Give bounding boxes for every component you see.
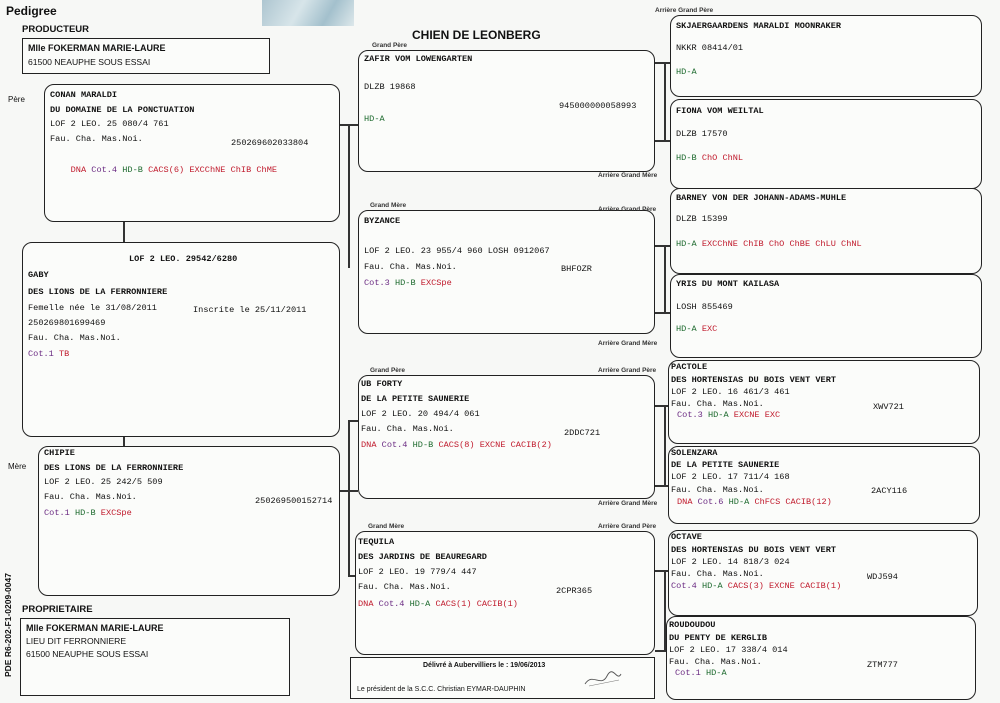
gp2-lof: LOF 2 LEO. 20 494/4 061 bbox=[361, 409, 480, 419]
ag3-hd: HD-A bbox=[676, 239, 697, 249]
producteur-label: PRODUCTEUR bbox=[22, 24, 90, 35]
ag5-kennel: DES HORTENSIAS DU BOIS VENT VERT bbox=[671, 375, 837, 385]
ag5-hd: HD-A bbox=[707, 410, 729, 420]
ag6-lof: LOF 2 LEO. 17 711/4 168 bbox=[671, 472, 790, 482]
gp2-cot: Cot.4 bbox=[381, 440, 408, 450]
grand-mere-label: Grand Mère bbox=[370, 202, 407, 209]
ag3-reg: DLZB 15399 bbox=[676, 214, 728, 224]
gm2-kennel: DES JARDINS DE BEAUREGARD bbox=[358, 552, 487, 562]
gm1-tattoo: BHFOZR bbox=[561, 264, 592, 274]
ag3-name: BARNEY VON DER JOHANN-ADAMS-MUHLE bbox=[676, 193, 847, 203]
owner-address-1: LIEU DIT FERRONNIERE bbox=[26, 636, 127, 646]
sire-box bbox=[44, 84, 340, 222]
president-line: Le président de la S.C.C. Christian EYMAR-DAUPHIN bbox=[357, 686, 526, 693]
sire-titles: CACS(6) EXCChNE ChIB ChME bbox=[148, 165, 278, 175]
connector bbox=[123, 222, 125, 242]
ag4-reg: LOSH 855469 bbox=[676, 302, 733, 312]
pedigree-heading: Pedigree bbox=[6, 4, 57, 18]
connector bbox=[655, 62, 670, 64]
connector bbox=[664, 245, 666, 313]
sire-name: CONAN MARALDI bbox=[50, 90, 118, 100]
ag8-lof: LOF 2 LEO. 17 338/4 014 bbox=[669, 645, 788, 655]
sire-colors: Fau. Cha. Mas.Noi. bbox=[50, 134, 143, 144]
sire-kennel: DU DOMAINE DE LA PONCTUATION bbox=[50, 105, 195, 115]
ag6-titles: ChFCS CACIB(12) bbox=[754, 497, 832, 507]
gm1-name: BYZANCE bbox=[364, 216, 401, 226]
ag8-name: ROUDOUDOU bbox=[669, 620, 716, 630]
gp2-dna: DNA bbox=[361, 440, 377, 450]
subject-inscrite: Inscrite le 25/11/2011 bbox=[193, 305, 307, 315]
gm1-titles: EXCSpe bbox=[420, 278, 452, 288]
sire-hd: HD-B bbox=[122, 165, 143, 175]
dam-hd: HD-B bbox=[74, 508, 96, 518]
producer-name: Mlle FOKERMAN MARIE-LAURE bbox=[28, 43, 166, 53]
ag2-reg: DLZB 17570 bbox=[676, 129, 728, 139]
subject-lof: LOF 2 LEO. 29542/6280 bbox=[129, 254, 238, 264]
ag4-hd: HD-A bbox=[676, 324, 697, 334]
sire-cot: Cot.4 bbox=[91, 165, 118, 175]
gm2-cot: Cot.4 bbox=[378, 599, 405, 609]
ag7-box bbox=[668, 530, 978, 616]
ag1-box bbox=[670, 15, 982, 97]
dam-box bbox=[38, 446, 340, 596]
ag6-colors: Fau. Cha. Mas.Noi. bbox=[671, 485, 764, 495]
gm2-name: TEQUILA bbox=[358, 537, 395, 547]
ag4-name: YRIS DU MONT KAILASA bbox=[676, 279, 780, 289]
grand-mere-label: Grand Mère bbox=[368, 523, 405, 530]
subject-colors: Fau. Cha. Mas.Noi. bbox=[28, 333, 121, 343]
gp2-box bbox=[358, 375, 655, 499]
ag6-hd: HD-A bbox=[728, 497, 750, 507]
connector bbox=[664, 405, 666, 485]
subject-cot: Cot.1 bbox=[28, 349, 54, 359]
ag8-hd: HD-A bbox=[705, 668, 727, 678]
sire-dna: DNA bbox=[70, 165, 87, 175]
ag3-titles: EXCChNE ChIB ChO ChBE ChLU ChNL bbox=[701, 239, 862, 249]
gm2-box bbox=[355, 531, 655, 655]
connector bbox=[348, 124, 350, 268]
connector bbox=[348, 420, 350, 575]
scc-logo bbox=[262, 0, 354, 26]
ag7-name: OCTAVE bbox=[671, 532, 702, 542]
arriere-grand-mere-label: Arrière Grand Mère bbox=[598, 500, 658, 507]
ag1-name: SKJAERGAARDENS MARALDI MOONRAKER bbox=[676, 21, 842, 31]
dam-chip: 250269500152714 bbox=[255, 496, 333, 506]
dam-titles: EXCSpe bbox=[100, 508, 132, 518]
breed-title: CHIEN DE LEONBERG bbox=[412, 28, 541, 42]
gm2-titles: CACS(1) CACIB(1) bbox=[435, 599, 518, 609]
pere-label: Père bbox=[8, 95, 25, 104]
gp2-kennel: DE LA PETITE SAUNERIE bbox=[361, 394, 470, 404]
ag2-titles: ChO ChNL bbox=[701, 153, 744, 163]
ag8-tattoo: ZTM777 bbox=[867, 660, 898, 670]
dam-kennel: DES LIONS DE LA FERRONNIERE bbox=[44, 463, 184, 473]
ag4-box bbox=[670, 274, 982, 358]
ag6-cot: Cot.6 bbox=[697, 497, 724, 507]
gm2-colors: Fau. Cha. Mas.Noi. bbox=[358, 582, 451, 592]
ag5-lof: LOF 2 LEO. 16 461/3 461 bbox=[671, 387, 790, 397]
grand-pere-label: Grand Père bbox=[372, 42, 408, 49]
subject-kennel: DES LIONS DE LA FERRONNIERE bbox=[28, 287, 168, 297]
ag2-box bbox=[670, 99, 982, 189]
connector bbox=[655, 312, 670, 314]
gm1-colors: Fau. Cha. Mas.Noi. bbox=[364, 262, 457, 272]
ag6-name: SOLENZARA bbox=[671, 448, 718, 458]
subject-birth: Femelle née le 31/08/2011 bbox=[28, 303, 157, 313]
owner-address-2: 61500 NEAUPHE SOUS ESSAI bbox=[26, 649, 149, 659]
mere-label: Mère bbox=[8, 462, 27, 471]
gp1-hd: HD-A bbox=[364, 114, 385, 124]
ag7-cot: Cot.4 bbox=[671, 581, 697, 591]
arriere-grand-mere-label: Arrière Grand Mère bbox=[598, 172, 658, 179]
gp1-reg: DLZB 19868 bbox=[364, 82, 416, 92]
ag7-colors: Fau. Cha. Mas.Noi. bbox=[671, 569, 764, 579]
ag5-titles: EXCNE EXC bbox=[733, 410, 781, 420]
ag7-hd: HD-A bbox=[701, 581, 723, 591]
gm1-hd: HD-B bbox=[394, 278, 416, 288]
ag3-box bbox=[670, 188, 982, 274]
ag7-titles: CACS(3) EXCNE CACIB(1) bbox=[727, 581, 842, 591]
ag5-name: PACTOLE bbox=[671, 362, 708, 372]
gp1-name: ZAFIR VOM LOWENGARTEN bbox=[364, 54, 473, 64]
subject-cot-grade: TB bbox=[58, 349, 70, 359]
ag8-kennel: DU PENTY DE KERGLIB bbox=[669, 633, 767, 643]
ag5-tattoo: XWV721 bbox=[873, 402, 904, 412]
producer-box bbox=[22, 38, 270, 74]
ag5-cot: Cot.3 bbox=[677, 410, 703, 420]
ag1-hd: HD-A bbox=[676, 67, 697, 77]
ag1-reg: NKKR 08414/01 bbox=[676, 43, 744, 53]
sire-chip: 250269602033804 bbox=[231, 138, 309, 148]
sire-lof: LOF 2 LEO. 25 080/4 761 bbox=[50, 119, 169, 129]
arriere-grand-mere-label: Arrière Grand Mère bbox=[598, 340, 658, 347]
owner-box bbox=[20, 618, 290, 696]
side-code: PDE R6-202-F1-0209-0047 bbox=[3, 573, 13, 677]
gm1-cot: Cot.3 bbox=[364, 278, 390, 288]
owner-name: Mlle FOKERMAN MARIE-LAURE bbox=[26, 623, 164, 633]
ag2-hd: HD-B bbox=[676, 153, 697, 163]
ag5-colors: Fau. Cha. Mas.Noi. bbox=[671, 399, 764, 409]
gm2-dna: DNA bbox=[358, 599, 374, 609]
subject-chip: 250269801699469 bbox=[28, 318, 106, 328]
dam-cot: Cot.1 bbox=[44, 508, 70, 518]
grand-pere-label: Grand Père bbox=[370, 367, 406, 374]
dam-name: CHIPIE bbox=[44, 448, 75, 458]
ag7-tattoo: WDJ594 bbox=[867, 572, 898, 582]
dam-colors: Fau. Cha. Mas.Noi. bbox=[44, 492, 137, 502]
ag5-box bbox=[668, 360, 980, 444]
ag6-box bbox=[668, 446, 980, 524]
gm1-box bbox=[358, 210, 655, 334]
ag8-colors: Fau. Cha. Mas.Noi. bbox=[669, 657, 762, 667]
ag2-name: FIONA VOM WEILTAL bbox=[676, 106, 764, 116]
connector bbox=[655, 245, 670, 247]
subject-name: GABY bbox=[28, 270, 49, 280]
ag6-dna: DNA bbox=[677, 497, 693, 507]
gp1-chip: 945000000058993 bbox=[559, 101, 637, 111]
subject-box bbox=[22, 242, 340, 437]
delivery-date: Délivré à Aubervilliers le : 19/06/2013 bbox=[423, 662, 546, 669]
connector bbox=[655, 140, 670, 142]
dam-lof: LOF 2 LEO. 25 242/5 509 bbox=[44, 477, 163, 487]
signature-scribble bbox=[583, 668, 623, 690]
gm2-hd: HD-A bbox=[409, 599, 431, 609]
ag8-box bbox=[666, 616, 976, 700]
gp1-box bbox=[358, 50, 655, 172]
arriere-grand-pere-label: Arrière Grand Père bbox=[655, 7, 714, 14]
signature-box bbox=[350, 657, 655, 699]
arriere-grand-pere-label: Arrière Grand Père bbox=[598, 367, 657, 374]
gm2-lof: LOF 2 LEO. 19 779/4 447 bbox=[358, 567, 477, 577]
connector bbox=[664, 62, 666, 142]
gm1-lof: LOF 2 LEO. 23 955/4 960 LOSH 0912067 bbox=[364, 246, 550, 256]
gp2-tattoo: 2DDC721 bbox=[564, 428, 601, 438]
ag4-titles: EXC bbox=[701, 324, 718, 334]
proprietaire-label: PROPRIETAIRE bbox=[22, 604, 93, 615]
gp2-titles: CACS(8) EXCNE CACIB(2) bbox=[438, 440, 552, 450]
ag6-tattoo: 2ACY116 bbox=[871, 486, 908, 496]
producer-address: 61500 NEAUPHE SOUS ESSAI bbox=[28, 57, 151, 67]
ag7-lof: LOF 2 LEO. 14 818/3 024 bbox=[671, 557, 790, 567]
ag7-kennel: DES HORTENSIAS DU BOIS VENT VERT bbox=[671, 545, 837, 555]
gp2-hd: HD-B bbox=[412, 440, 434, 450]
arriere-grand-pere-label: Arrière Grand Père bbox=[598, 206, 657, 213]
ag8-cot: Cot.1 bbox=[675, 668, 701, 678]
gp2-name: UB FORTY bbox=[361, 379, 403, 389]
gm2-tattoo: 2CPR365 bbox=[556, 586, 593, 596]
ag6-kennel: DE LA PETITE SAUNERIE bbox=[671, 460, 780, 470]
gp2-colors: Fau. Cha. Mas.Noi. bbox=[361, 424, 454, 434]
connector bbox=[348, 420, 358, 422]
arriere-grand-pere-label: Arrière Grand Père bbox=[598, 523, 657, 530]
